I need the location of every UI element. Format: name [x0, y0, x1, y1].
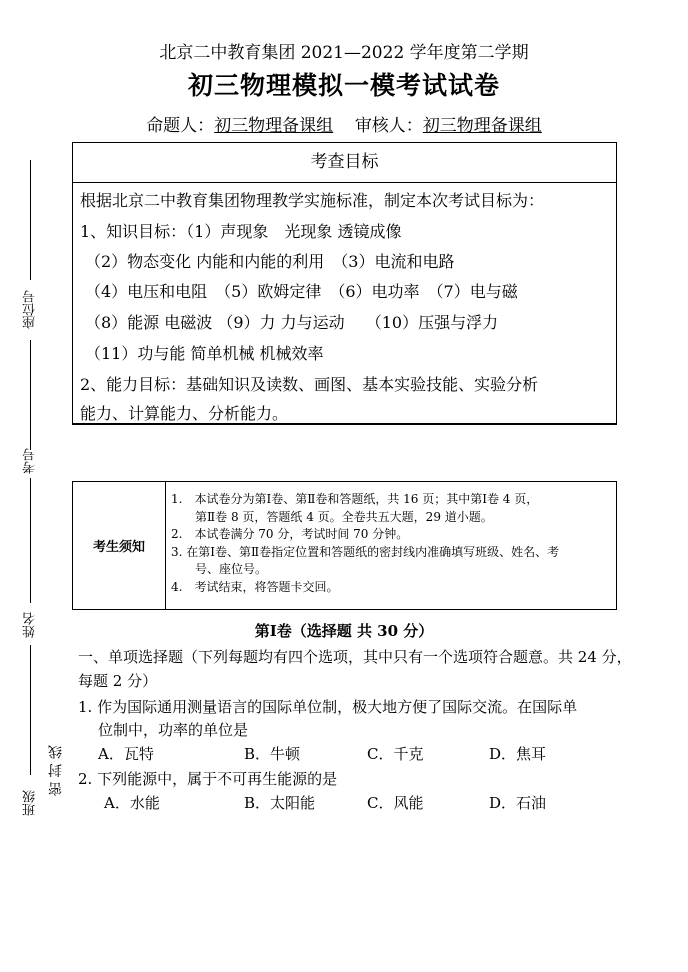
- notice-item: 号、座位号。: [171, 562, 268, 576]
- q1-option-c: C．千克: [367, 745, 424, 763]
- objective-line: 能力、计算能力、分析能力。: [80, 404, 289, 423]
- question-2-stem: 2. 下列能源中，属于不可再生能源的是: [78, 770, 338, 788]
- objective-line: 1、知识目标：（1）声现象 光现象 透镜成像: [80, 222, 402, 241]
- reviewer-name: 初三物理备课组: [422, 116, 542, 136]
- objective-line: （8）能源 电磁波 （9）力 力与运动 （10）压强与浮力: [85, 313, 499, 332]
- notice-item: 1. 本试卷分为第Ⅰ卷、第Ⅱ卷和答题纸，共 16 页；其中第Ⅰ卷 4 页，: [171, 492, 539, 506]
- q2-option-b: B．太阳能: [244, 794, 316, 812]
- notice-label: 考生须知: [73, 482, 166, 609]
- objective-line: （2）物态变化 内能和内能的利用 （3）电流和电路: [85, 252, 455, 271]
- objectives-title: 考查目标: [73, 143, 616, 183]
- objective-line: （4）电压和电阻 （5）欧姆定律 （6）电功率 （7）电与磁: [85, 282, 518, 301]
- candidate-notice-table: [72, 481, 617, 610]
- notice-items: [171, 491, 559, 596]
- exam-number-label: 考号: [23, 448, 38, 474]
- objective-line: 根据北京二中教育集团物理教学实施标准，制定本次考试目标为：: [80, 191, 545, 210]
- objective-line: 2、能力目标：基础知识及读数、画图、基本实验技能、实验分析: [80, 375, 539, 394]
- margin-rule: [30, 478, 31, 603]
- setter-label: 命题人：: [146, 116, 215, 136]
- class-label: 班级: [23, 790, 38, 816]
- authors-line: [0, 111, 688, 136]
- question-1-stem: 1. 作为国际通用测量语言的国际单位制，极大地方便了国际交流。在国际单: [78, 698, 578, 716]
- question-1-stem-cont: 位制中，功率的单位是: [98, 721, 249, 739]
- seal-line-label: 密 封 线: [48, 745, 64, 796]
- q1-option-d: D．焦耳: [489, 745, 547, 763]
- section-title: 第Ⅰ卷（选择题 共 30 分）: [254, 622, 434, 640]
- part-heading: [78, 646, 632, 667]
- reviewer-label: 审核人：: [354, 116, 423, 136]
- q2-option-c: C．风能: [367, 794, 424, 812]
- notice-item: 3. 在第Ⅰ卷、第Ⅱ卷指定位置和答题纸的密封线内准确填写班级、姓名、考: [171, 544, 560, 559]
- part-heading-cont: 每题 2 分）: [78, 672, 158, 690]
- q1-option-b: B．牛顿: [244, 745, 301, 763]
- part-heading-text: 一、单项选择题（下列每题均有四个选项，其中只有一个选项符合题意。共 24 分，: [78, 648, 632, 666]
- q2-option-d: D．石油: [489, 794, 547, 812]
- q2-option-a: A．水能: [104, 794, 160, 812]
- seat-number-label: 座位号: [23, 290, 38, 329]
- margin-rule: [30, 340, 31, 450]
- notice-item: 2. 本试卷满分 70 分，考试时间 70 分钟。: [171, 527, 409, 541]
- notice-item: 第Ⅱ卷 8 页，答题纸 4 页。全卷共五大题，29 道小题。: [171, 509, 493, 524]
- notice-item: 4. 考试结束，将答题卡交回。: [171, 579, 339, 594]
- school-term-heading: 北京二中教育集团 2021—2022 学年度第二学期: [159, 43, 529, 63]
- objectives-box: [72, 142, 617, 425]
- setter-name: 初三物理备课组: [214, 116, 334, 136]
- margin-rule: [30, 160, 31, 280]
- objective-line: （11）功与能 简单机械 机械效率: [85, 344, 324, 363]
- exam-title: 初三物理模拟一模考试试卷: [187, 71, 500, 100]
- q1-option-a: A．瓦特: [98, 745, 154, 763]
- margin-rule: [30, 645, 31, 775]
- name-label: 姓名: [23, 612, 38, 638]
